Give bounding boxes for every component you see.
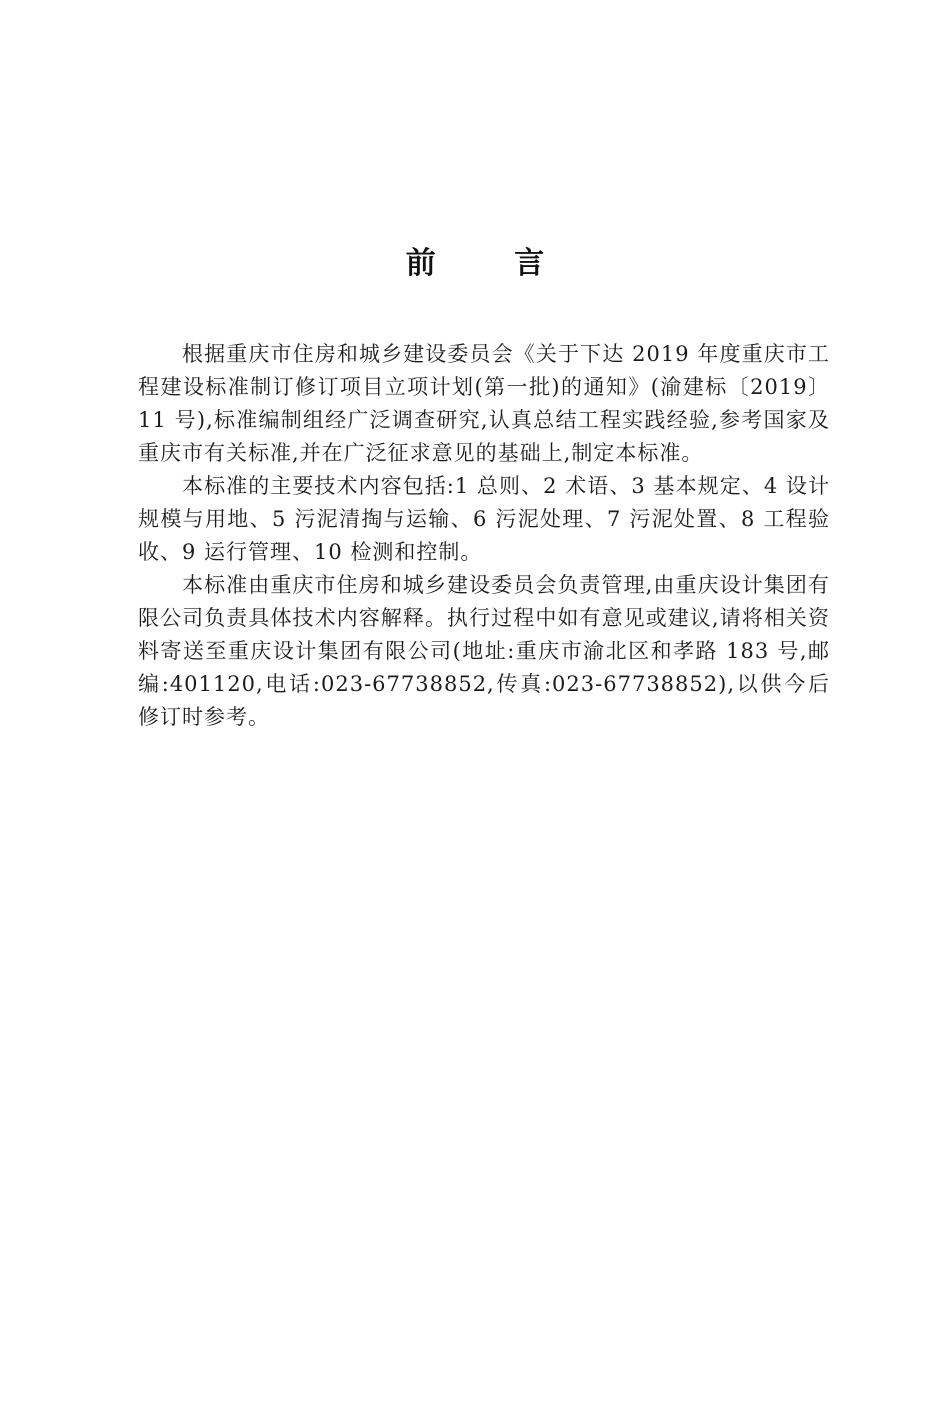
preface-body <box>138 338 830 734</box>
paragraph-contents: 本标准的主要技术内容包括:1 总则、2 术语、3 基本规定、4 设计规模与用地、5 污泥清掏与运输、6 污泥处理、7 污泥处置、8 工程验收、9 运行管理、10 检测和控制。 <box>138 474 830 564</box>
paragraph-background: 根据重庆市住房和城乡建设委员会《关于下达 2019 年度重庆市工程建设标准制订修订项目立项计划(第一批)的通知》(渝建标〔2019〕11 号),标准编制组经广泛调查研究,认真总结工程实践经验,参考国家及重庆市有关标准,并在广泛征求意见的基础上,制定本标准。 <box>138 342 830 465</box>
page-title: 前 言 <box>405 246 579 281</box>
paragraph-management: 本标准由重庆市住房和城乡建设委员会负责管理,由重庆设计集团有限公司负责具体技术内容解释。执行过程中如有意见或建议,请将相关资料寄送至重庆设计集团有限公司(地址:重庆市渝北区和孝路 183 号,邮编:401120,电话:023-67738852,传真:023-67738852),以供今后修订时参考。 <box>138 573 830 729</box>
